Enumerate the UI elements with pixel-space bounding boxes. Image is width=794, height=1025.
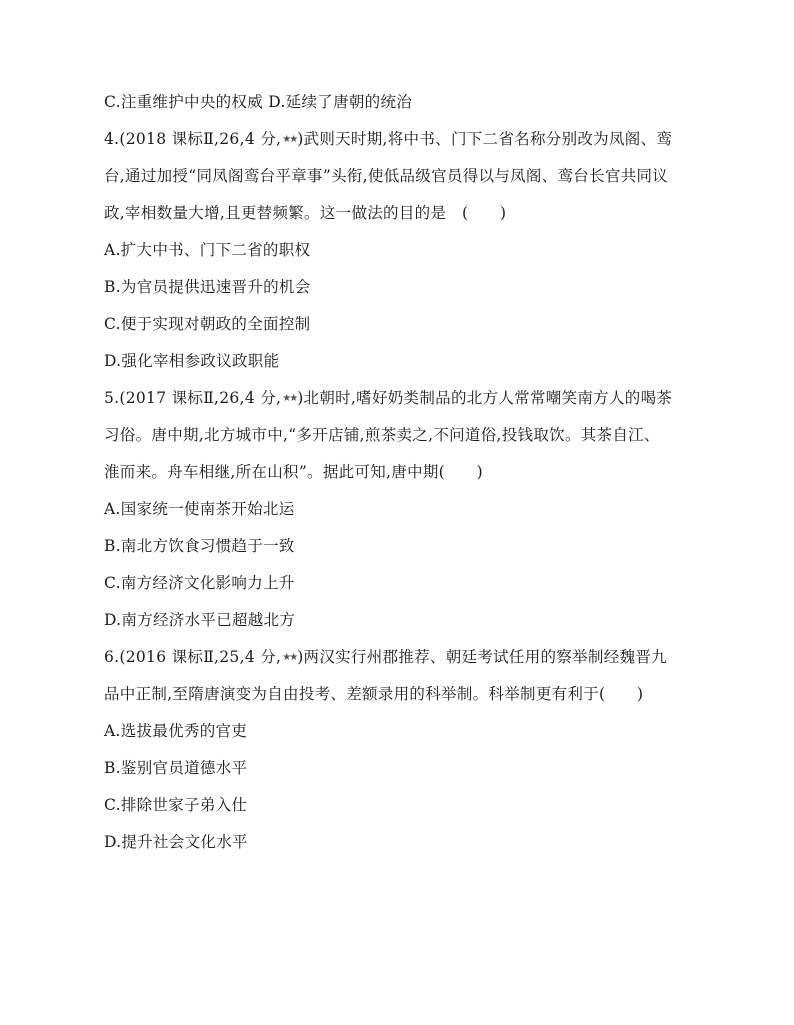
q6-option-a: A.选拔最优秀的官吏 — [104, 722, 248, 740]
q4-stem-text-1: )武则天时期,将中书、门下二省名称分别改为凤阁、鸾 — [297, 130, 673, 148]
q5-source: 5.(2017 课标Ⅱ,26,4 分, — [104, 389, 282, 407]
q5-option-a: A.国家统一使南茶开始北运 — [104, 500, 295, 518]
q4-stem-line-2: 台,通过加授“同凤阁鸾台平章事”头衔,使低品级官员得以与凤阁、鸾台长官共同议 — [104, 167, 669, 185]
q6-option-c: C.排除世家子弟入仕 — [104, 796, 248, 814]
q4-stem-line-3: 政,宰相数量大增,且更替频繁。这一做法的目的是 ( ) — [104, 204, 507, 222]
difficulty-stars-icon: ★★ — [282, 134, 297, 145]
q5-option-d: D.南方经济水平已超越北方 — [104, 611, 296, 629]
q4-stem-line-1 — [104, 121, 694, 158]
q3-option-cd: C.注重维护中央的权威 D.延续了唐朝的统治 — [104, 93, 413, 111]
q6-stem-line-2: 品中正制,至隋唐演变为自由投考、差额录用的科举制。科举制更有利于( ) — [104, 685, 644, 703]
question-6 — [104, 639, 694, 861]
q4-option-b: B.为官员提供迅速晋升的机会 — [104, 278, 311, 296]
q5-option-b: B.南北方饮食习惯趋于一致 — [104, 537, 295, 555]
q6-option-d: D.提升社会文化水平 — [104, 833, 248, 851]
q6-stem-text-1: )两汉实行州郡推荐、朝廷考试任用的察举制经魏晋九 — [297, 648, 667, 666]
q4-option-d: D.强化宰相参政议政职能 — [104, 352, 280, 370]
question-5 — [104, 380, 694, 639]
q5-stem-line-3: 淮而来。舟车相继,所在山积”。据此可知,唐中期( ) — [104, 463, 483, 481]
q5-stem-line-2: 习俗。唐中期,北方城市中,“多开店铺,煎茶卖之,不问道俗,投钱取饮。其茶自江、 — [104, 426, 660, 444]
q4-option-c: C.便于实现对朝政的全面控制 — [104, 315, 311, 333]
q6-stem-line-1 — [104, 639, 694, 676]
difficulty-stars-icon: ★★ — [282, 652, 297, 663]
q5-option-c: C.南方经济文化影响力上升 — [104, 574, 295, 592]
q6-option-b: B.鉴别官员道德水平 — [104, 759, 248, 777]
q6-source: 6.(2016 课标Ⅱ,25,4 分, — [104, 648, 282, 666]
question-4 — [104, 121, 694, 380]
q4-option-a: A.扩大中书、门下二省的职权 — [104, 241, 311, 259]
question-content — [104, 84, 694, 861]
q5-stem-line-1 — [104, 380, 694, 417]
q5-stem-text-1: )北朝时,嗜好奶类制品的北方人常常嘲笑南方人的喝茶 — [297, 389, 673, 407]
q4-source: 4.(2018 课标Ⅱ,26,4 分, — [104, 130, 282, 148]
difficulty-stars-icon: ★★ — [282, 393, 297, 404]
